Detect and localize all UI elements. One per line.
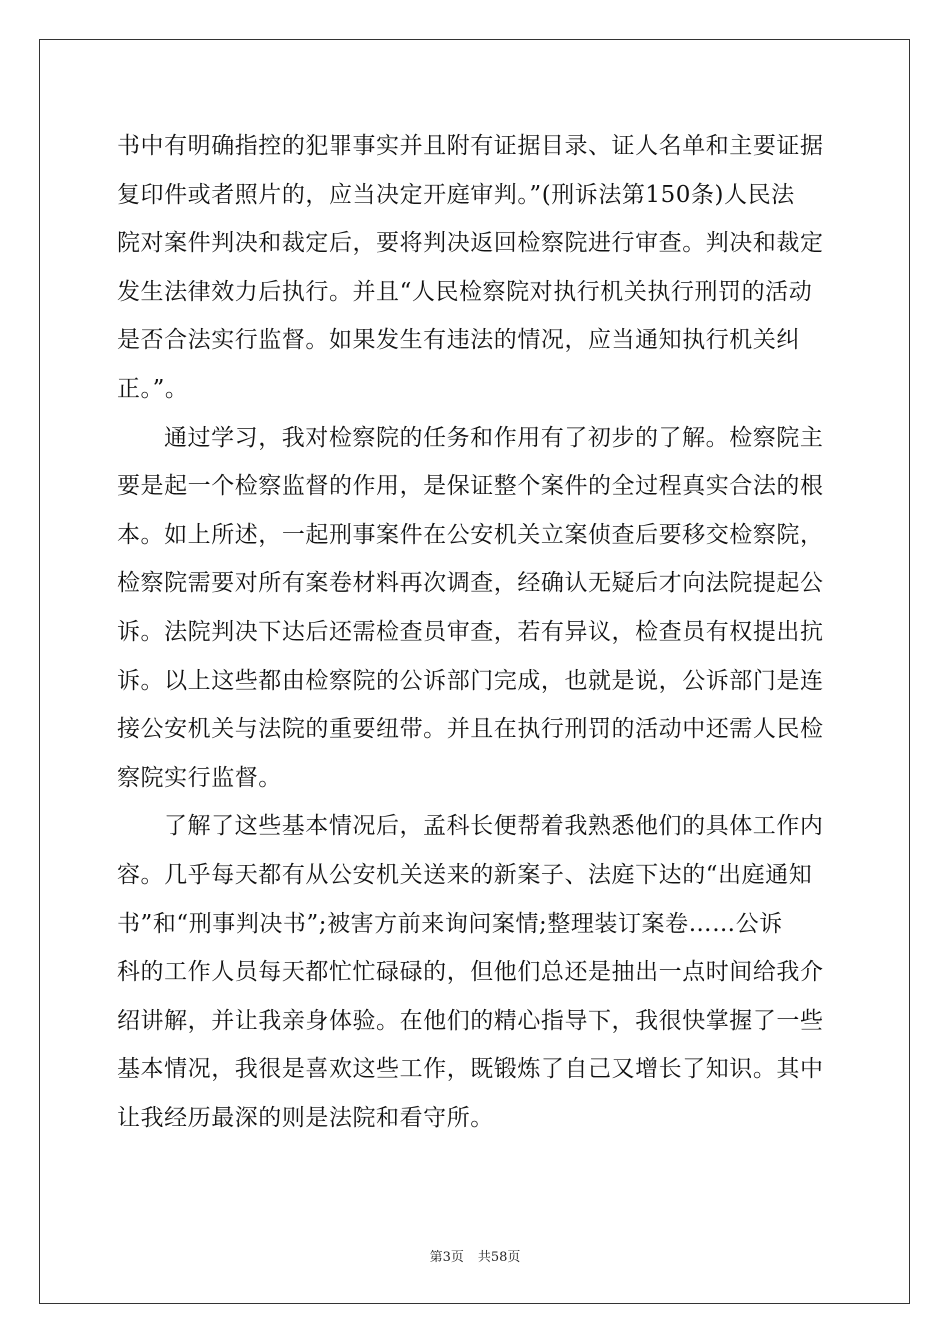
- text-line: 通过学习，我对检察院的任务和作用有了初步的了解。检察院主: [164, 424, 824, 451]
- text-line: 院对案件判决和裁定后，要将判决返回检察院进行审查。判决和裁定: [117, 230, 824, 257]
- text-line: 让我经历最深的则是法院和看守所。: [117, 1104, 494, 1131]
- text-line: 正。”。: [117, 375, 189, 402]
- text-line: 接公安机关与法院的重要纽带。并且在执行刑罚的活动中还需人民检: [117, 716, 824, 743]
- text-line: 了解了这些基本情况后，孟科长便帮着我熟悉他们的具体工作内: [164, 813, 824, 840]
- text-line: 基本情况，我很是喜欢这些工作，既锻炼了自己又增长了知识。其中: [117, 1056, 824, 1083]
- text-line: 发生法律效力后执行。并且“人民检察院对执行机关执行刑罚的活动: [117, 278, 813, 305]
- text-line: 本。如上所述，一起刑事案件在公安机关立案侦查后要移交检察院，: [117, 521, 824, 548]
- text-line: 书”和“刑事判决书”;被害方前来询问案情;整理装订案卷……公诉: [117, 910, 783, 937]
- text-line: 容。几乎每天都有从公安机关送来的新案子、法庭下达的“出庭通知: [117, 861, 813, 888]
- text-line: 复印件或者照片的，应当决定开庭审判。”(刑诉法第150条)人民法: [117, 181, 795, 208]
- text-line: 绍讲解，并让我亲身体验。在他们的精心指导下，我很快掌握了一些: [117, 1007, 824, 1034]
- text-line: 诉。以上这些都由检察院的公诉部门完成，也就是说，公诉部门是连: [117, 667, 824, 694]
- text-line: 是否合法实行监督。如果发生有违法的情况，应当通知执行机关纠: [117, 327, 800, 354]
- document-body: [117, 122, 833, 1142]
- page-footer: [0, 1246, 950, 1265]
- text-line: 要是起一个检察监督的作用，是保证整个案件的全过程真实合法的根: [117, 473, 824, 500]
- text-line: 察院实行监督。: [117, 764, 282, 791]
- text-line: 书中有明确指控的犯罪事实并且附有证据目录、证人名单和主要证据: [117, 133, 824, 159]
- text-line: 检察院需要对所有案卷材料再次调查，经确认无疑后才向法院提起公: [117, 570, 824, 597]
- page-total: 共58页: [477, 1250, 521, 1265]
- text-line: 科的工作人员每天都忙忙碌碌的，但他们总还是抽出一点时间给我介: [117, 959, 824, 986]
- page-number: 第3页: [429, 1250, 464, 1265]
- text-line: 诉。法院判决下达后还需检查员审查，若有异议，检查员有权提出抗: [117, 618, 824, 645]
